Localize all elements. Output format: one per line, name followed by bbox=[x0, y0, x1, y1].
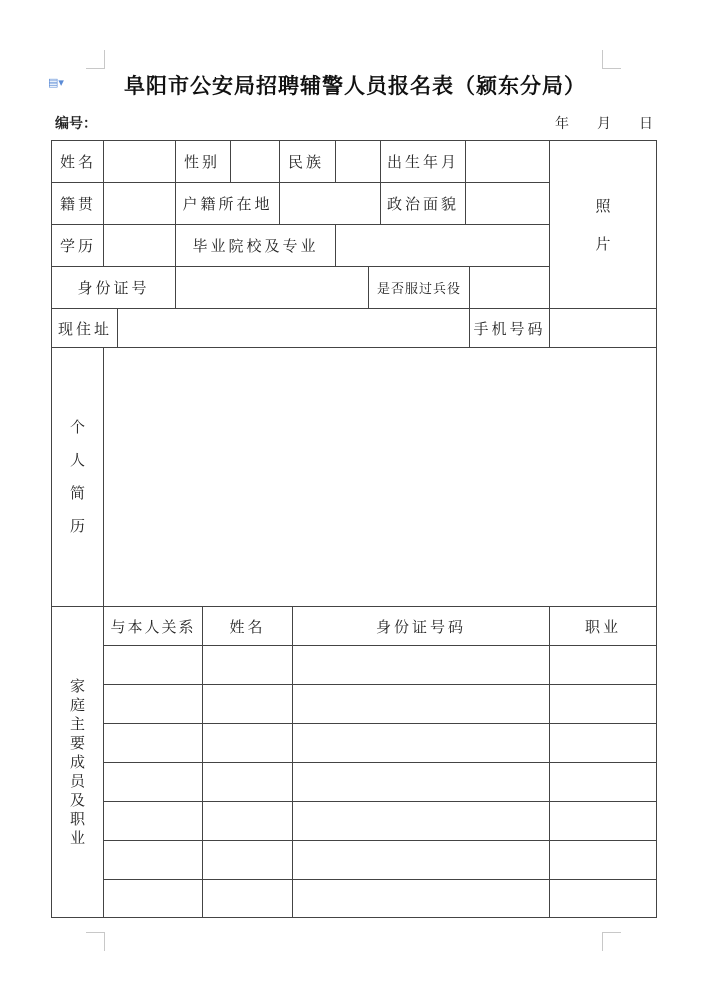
field-id-number[interactable] bbox=[176, 267, 368, 308]
label-birth-date: 出生年月 bbox=[386, 153, 459, 171]
label-education: 学历 bbox=[60, 237, 97, 255]
label-military-service: 是否服过兵役 bbox=[376, 282, 461, 297]
date-month-label: 月 bbox=[597, 116, 611, 132]
family-char: 成 bbox=[69, 752, 85, 771]
date-year-label: 年 bbox=[555, 116, 569, 132]
date-day-label: 日 bbox=[639, 116, 653, 132]
family-char: 庭 bbox=[69, 695, 85, 714]
family-char: 主 bbox=[69, 714, 85, 733]
serial-number-label: 编号： bbox=[55, 116, 97, 132]
label-address: 现住址 bbox=[58, 319, 113, 338]
photo-area[interactable] bbox=[550, 141, 656, 308]
label-id-number: 身份证号 bbox=[77, 279, 150, 297]
field-school-major[interactable] bbox=[336, 225, 549, 266]
label-hukou: 户籍所在地 bbox=[182, 195, 273, 213]
page-title: 阜阳市公安局招聘辅警人员报名表（颍东分局） bbox=[124, 73, 586, 98]
field-military-service[interactable] bbox=[470, 267, 549, 308]
family-row[interactable] bbox=[104, 724, 656, 762]
family-header-name: 姓名 bbox=[229, 617, 266, 636]
field-native-place[interactable] bbox=[104, 183, 175, 224]
field-birth-date[interactable] bbox=[466, 141, 549, 182]
family-char: 家 bbox=[69, 676, 85, 695]
label-name: 姓名 bbox=[60, 153, 97, 171]
field-hukou[interactable] bbox=[280, 183, 380, 224]
family-char: 员 bbox=[69, 771, 85, 790]
field-ethnicity[interactable] bbox=[336, 141, 380, 182]
label-native-place: 籍贯 bbox=[60, 195, 97, 213]
family-row[interactable] bbox=[104, 841, 656, 879]
family-row[interactable] bbox=[104, 763, 656, 801]
resume-char: 个 bbox=[69, 418, 85, 436]
field-gender[interactable] bbox=[231, 141, 279, 182]
family-char: 业 bbox=[69, 828, 85, 847]
field-personal-resume[interactable] bbox=[104, 348, 656, 606]
family-char: 职 bbox=[69, 809, 85, 828]
resume-char: 人 bbox=[69, 451, 85, 469]
field-phone[interactable] bbox=[550, 309, 656, 347]
field-political-status[interactable] bbox=[466, 183, 549, 224]
document-icon[interactable]: ▤▾ bbox=[48, 76, 64, 89]
label-phone: 手机号码 bbox=[473, 319, 546, 338]
label-school-major: 毕业院校及专业 bbox=[192, 237, 319, 255]
photo-label-char-1: 照 bbox=[595, 196, 611, 215]
field-address[interactable] bbox=[118, 309, 469, 347]
label-ethnicity: 民族 bbox=[288, 153, 325, 171]
family-header-relation: 与本人关系 bbox=[110, 617, 196, 636]
photo-label-char-2: 片 bbox=[595, 234, 611, 253]
family-row[interactable] bbox=[104, 685, 656, 723]
family-row[interactable] bbox=[104, 646, 656, 684]
label-gender: 性别 bbox=[184, 153, 221, 171]
label-personal-resume bbox=[52, 348, 103, 606]
resume-char: 简 bbox=[69, 484, 85, 502]
family-char: 及 bbox=[69, 790, 85, 809]
family-header-occupation: 职业 bbox=[584, 617, 621, 636]
field-education[interactable] bbox=[104, 225, 175, 266]
resume-char: 历 bbox=[69, 517, 85, 535]
label-political-status: 政治面貌 bbox=[386, 195, 459, 213]
field-name[interactable] bbox=[104, 141, 175, 182]
family-char: 要 bbox=[69, 733, 85, 752]
family-row[interactable] bbox=[104, 880, 656, 917]
family-header-id-number: 身份证号码 bbox=[375, 617, 466, 636]
label-family-members bbox=[52, 607, 103, 917]
family-row[interactable] bbox=[104, 802, 656, 840]
